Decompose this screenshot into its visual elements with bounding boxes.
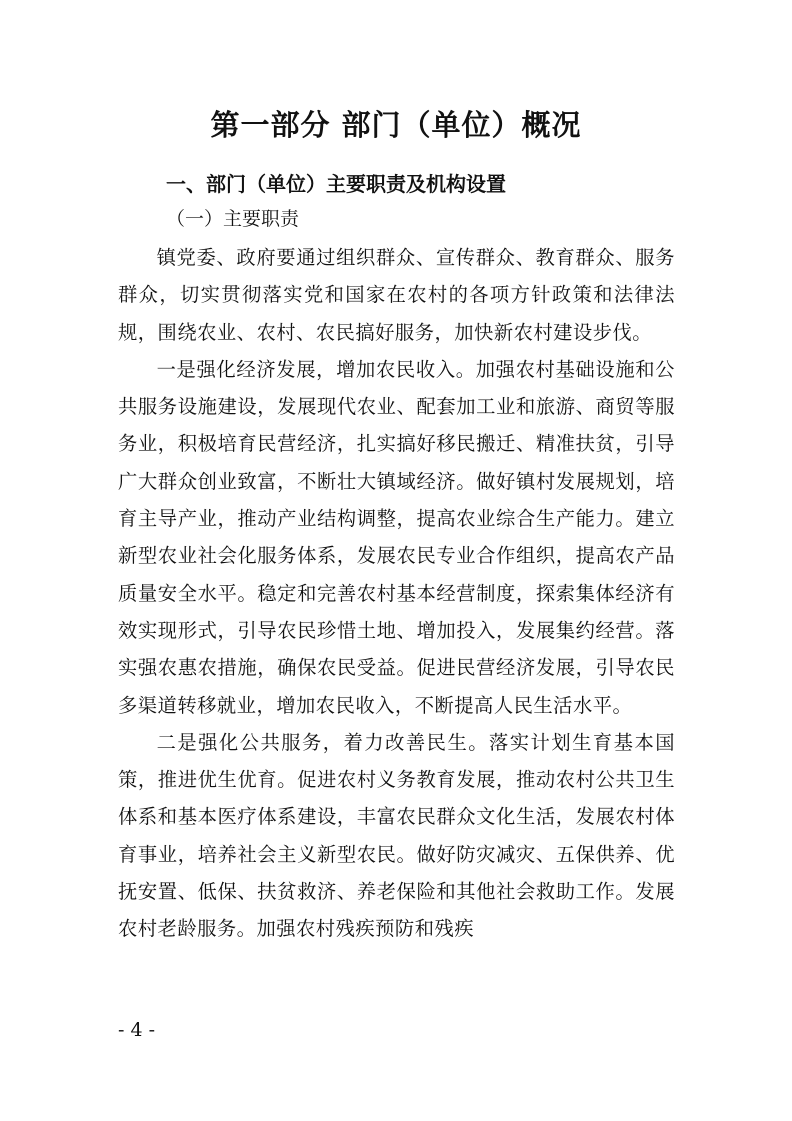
document-body <box>118 239 675 948</box>
paragraph-public-service: 二是强化公共服务，着力改善民生。落实计划生育基本国策，推进优生优育。促进农村义务教育发展，推动农村公共卫生体系和基本医疗体系建设，丰富农民群众文化生活，发展农村体育事业，培养社会主义新型农民。做好防灾减灾、五保供养、优抚安置、低保、扶贫救济、养老保险和其他社会救助工作。发展农村老龄服务。加强农村残疾预防和残疾 <box>118 730 675 941</box>
paragraph-intro: 镇党委、政府要通过组织群众、宣传群众、教育群众、服务群众，切实贯彻落实党和国家在农村的各项方针政策和法律法规，围绕农业、农村、农民搞好服务，加快新农村建设步伐。 <box>118 246 675 344</box>
subsection-heading: （一）主要职责 <box>166 208 300 230</box>
page-number: - 4 - <box>118 1019 156 1041</box>
paragraph-economy: 一是强化经济发展，增加农民收入。加强农村基础设施和公共服务设施建设，发展现代农业、配套加工业和旅游、商贸等服务业，积极培育民营经济，扎实搞好移民搬迁、精准扶贫，引导广大群众创业致富，不断壮大镇域经济。做好镇村发展规划，培育主导产业，推动产业结构调整，提高农业综合生产能力。建立新型农业社会化服务体系，发展农民专业合作组织，提高农产品质量安全水平。稳定和完善农村基本经营制度，探索集体经济有效实现形式，引导农民珍惜土地、增加投入，发展集约经营。落实强农惠农措施，确保农民受益。促进民营经济发展，引导农民多渠道转移就业，增加农民收入，不断提高人民生活水平。 <box>118 357 675 717</box>
page-title: 第一部分 部门（单位）概况 <box>210 108 582 142</box>
section-heading: 一、部门（单位）主要职责及机构设置 <box>166 172 506 196</box>
